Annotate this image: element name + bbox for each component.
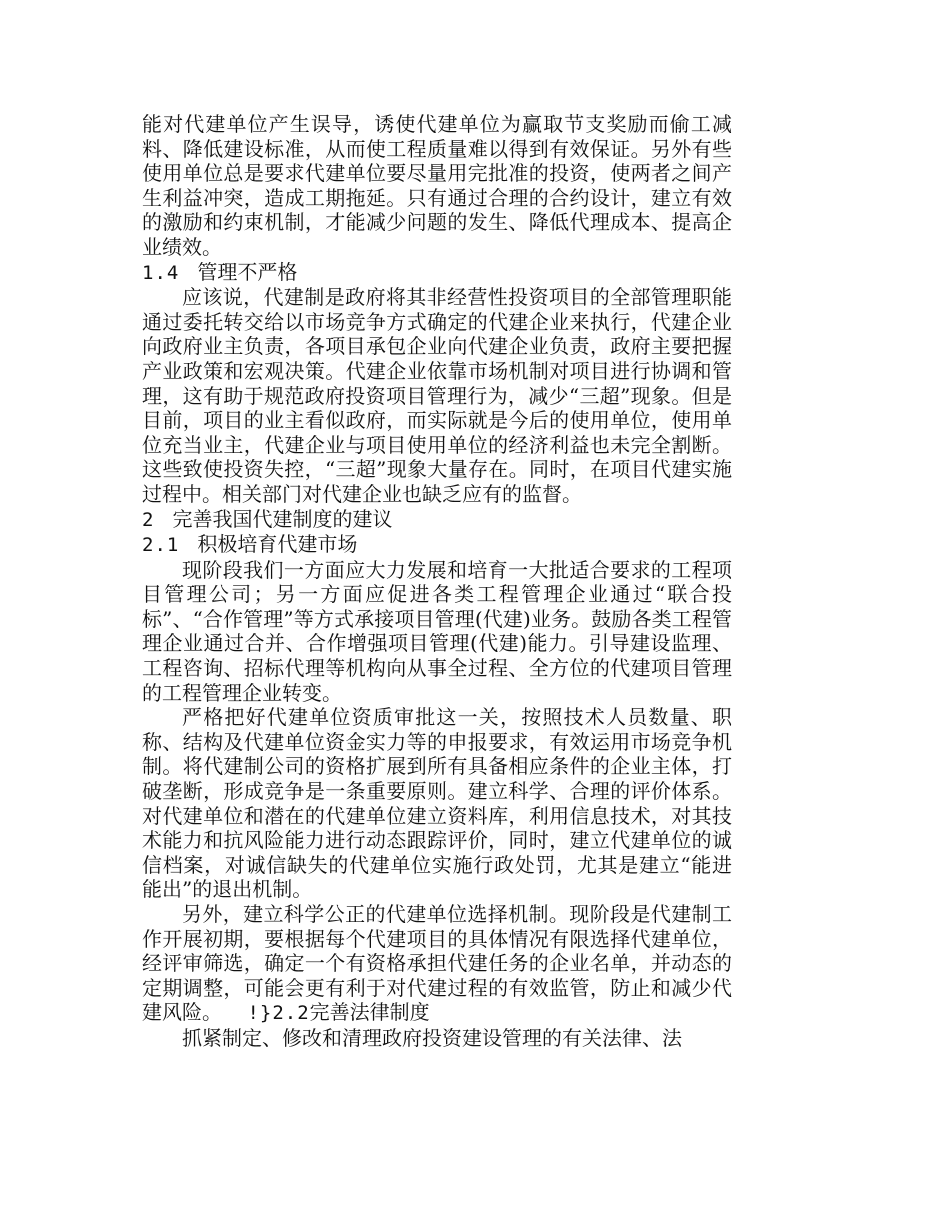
section-title: 管理不严格 [197,259,298,284]
section-title: 完善法律制度 [309,1000,430,1025]
section-title: 完善我国代建制度的建议 [172,506,393,531]
paragraph-incentive-contract: 能对代建单位产生误导，诱使代建单位为赢取节支奖励而偷工减料、降低建设标准，从而使工程质量难以得到有效保证。另外有些使用单位总是要求代建单位要尽量用完批准的投资，使两者之间产生利益冲突，造成工期拖延。只有通过合理的合约设计，建立有效的激励和约束机制，才能减少问题的发生、降低代理成本、提高企业绩效。 [142,112,732,259]
section-number: 2.1 [142,534,180,557]
section-title: 积极培育代建市场 [197,532,358,557]
section-heading-2 [142,507,732,533]
paragraph-qualification-review: 严格把好代建单位资质审批这一关，按照技术人员数量、职称、结构及代建单位资金实力等的申报要求，有效运用市场竞争机制。将代建制公司的资格扩展到所有具备相应条件的企业主体，打破垄断，形成竞争是一条重要原则。建立科学、合理的评价体系。对代建单位和潜在的代建单位建立资料库，利用信息技术，对其技术能力和抗风险能力进行动态跟踪评价，同时，建立代建单位的诚信档案，对诚信缺失的代建单位实施行政处罚，尤其是建立“能进能出”的退出机制。 [142,705,732,902]
section-number: 1.4 [142,261,180,284]
paragraph-management: 应该说，代建制是政府将其非经营性投资项目的全部管理职能通过委托转交给以市场竞争方式确定的代建企业来执行，代建企业向政府业主负责，各项目承包企业向代建企业负责，政府主要把握产业政策和宏观决策。代建企业依靠市场机制对项目进行协调和管理，这有助于规范政府投资项目管理行为，减少“三超”现象。但是目前，项目的业主看似政府，而实际就是今后的使用单位，使用单位充当业主，代建企业与项目使用单位的经济利益也未完全割断。这些致使投资失控，“三超”现象大量存在。同时，在项目代建实施过程中。相关部门对代建企业也缺乏应有的监督。 [142,285,732,506]
section-number: 2 [142,508,155,531]
paragraph-market-cultivation: 现阶段我们一方面应大力发展和培育一大批适合要求的工程项目管理公司；另一方面应促进各类工程管理企业通过“联合投标”、“合作管理”等方式承接项目管理(代建)业务。鼓励各类工程管理企业通过合并、合作增强项目管理(代建)能力。引导建设监理、工程咨询、招标代理等机构向从事全过程、全方位的代建项目管理的工程管理企业转变。 [142,557,732,705]
document-body [142,112,732,1051]
stray-mark: !} [247,1002,273,1025]
section-heading-2-1 [142,532,732,558]
section-number: 2.2 [272,1002,310,1025]
paragraph-selection-mechanism [142,902,732,1026]
paragraph-legal-system: 抓紧制定、修改和清理政府投资建设管理的有关法律、法 [182,1025,682,1050]
section-heading-1-4 [142,260,732,286]
paragraph-text: 另外，建立科学公正的代建单位选择机制。现阶段是代建制工作开展初期，要根据每个代建项目的具体情况有限选择代建单位，经评审筛选，确定一个有资格承担代建任务的企业名单，并动态的定期调整，可能会更有利于对代建过程的有效监管，防止和减少代建风险。 [142,902,732,1025]
